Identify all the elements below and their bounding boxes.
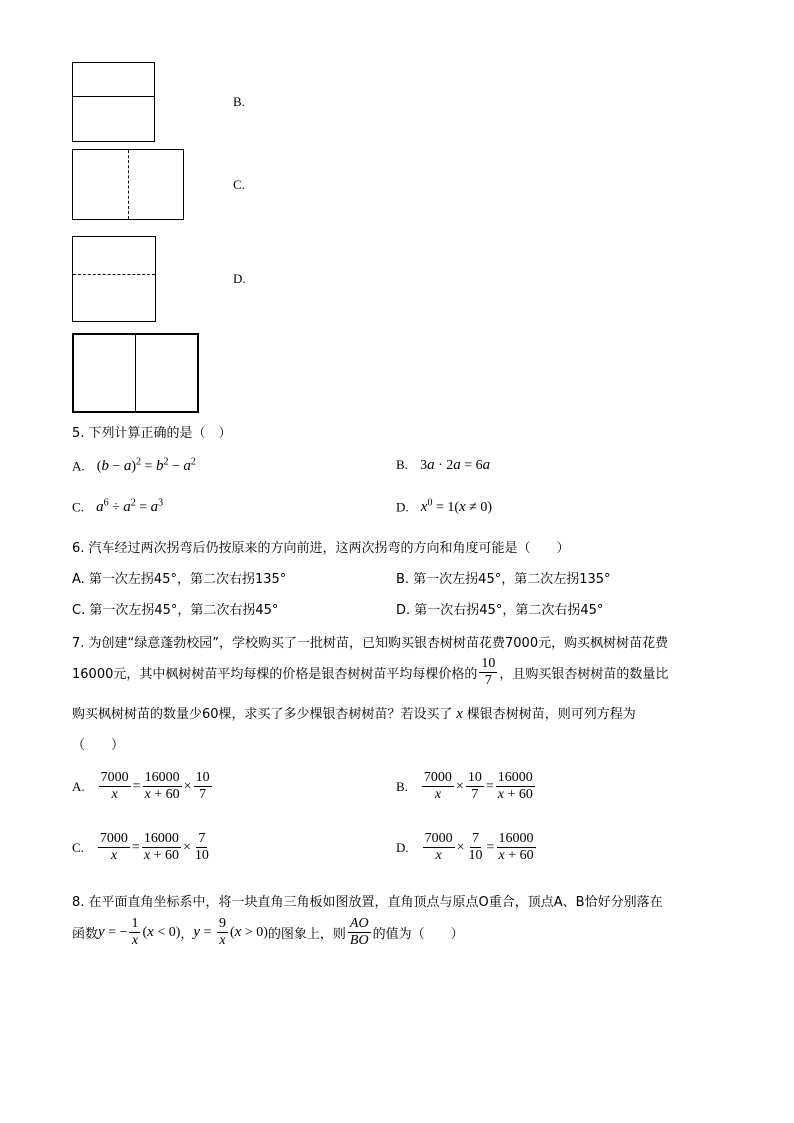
q6-stem: 6. 汽车经过两次拐弯后仍按原来的方向前进，这两次拐弯的方向和角度可能是（ ）: [72, 541, 570, 556]
frac-7000-x: $\frac{7000}{x}$: [424, 831, 453, 863]
figure-dashed-horizontal-line: [73, 274, 155, 275]
q5-b-label: B.: [396, 457, 408, 472]
q7-line-2b: ，且购买银杏树树苗的数量比: [499, 667, 669, 682]
q7-a-label: A.: [72, 778, 85, 794]
q6-option-b: B. 第一次左拐45°，第二次左拐135°: [396, 572, 611, 587]
q7-line-1: 7. 为创建“绿意蓬勃校园”，学校购买了一批树苗，已知购买银杏树树苗花费7000元，购买枫树树苗花费: [72, 636, 669, 651]
q7-option-d: D. $\frac{7000}{x}$ × $\frac{7}{10}$ = $\frac{16000}{x + 60}$: [396, 831, 534, 863]
q7-line-3b: 棵银杏树树苗，则可列方程为: [466, 707, 636, 722]
q5-option-c: [72, 498, 163, 516]
q7-line-3: [72, 703, 636, 723]
q8-line-2c: 的图象上，则: [267, 927, 346, 942]
frac-7000-x: $\frac{7000}{x}$: [423, 770, 452, 802]
fraction-10-over-7: $\frac{10}{7}$: [481, 656, 496, 688]
q7-d-label: D.: [396, 839, 409, 855]
figure-option-c: [72, 236, 156, 322]
q7-option-c: C. $\frac{7000}{x}$ = $\frac{16000}{x + 60}$ × $\frac{7}{10}$: [72, 831, 209, 863]
variable-x: x: [452, 706, 467, 722]
frac-16000-x-plus-60: $\frac{16000}{x + 60}$: [144, 770, 180, 802]
q7-c-label: C.: [72, 839, 84, 855]
frac-7-10: $\frac{7}{10}$: [194, 831, 209, 863]
q5-d-label: D.: [396, 499, 409, 515]
frac-16000-x-plus-60: $\frac{16000}{x + 60}$: [497, 770, 533, 802]
q5-stem: 5. 下列计算正确的是（ ）: [72, 426, 232, 441]
figure-label-d: D.: [233, 271, 246, 286]
figure-label-c: C.: [233, 177, 245, 192]
figure-vertical-line: [135, 335, 136, 411]
q8-line-1: 8. 在平面直角坐标系中，将一块直角三角板如图放置，直角顶点与原点O重合，顶点A、B恰好分别落在: [72, 895, 663, 910]
q7-option-b: B. $\frac{7000}{x}$ × $\frac{10}{7}$ = $\frac{16000}{x + 60}$: [396, 770, 533, 802]
q5-a-label: A.: [72, 458, 85, 474]
figure-label-b: B.: [233, 94, 245, 109]
figure-option-a: [72, 62, 155, 142]
q6-option-d: D. 第一次右拐45°，第二次右拐45°: [396, 603, 604, 618]
q8-line-2b: ，: [180, 927, 194, 942]
frac-ao-bo: $\frac{AO}{BO}$: [349, 916, 369, 948]
figure-horizontal-line: [73, 96, 154, 97]
q5-c-formula: $a^6 \div a^2 = a^3$: [96, 498, 164, 516]
frac-7000-x: $\frac{7000}{x}$: [100, 770, 129, 802]
q6-option-a: A. 第一次左拐45°，第二次右拐135°: [72, 572, 287, 587]
frac-16000-x-plus-60: $\frac{16000}{x + 60}$: [143, 831, 179, 863]
q8-line-2: 函数 y = − $\frac{1}{x}$ ( x < 0) ， y = $\frac{9}{x}$ ( x > 0) 的图象上，则 $\frac{AO}{BO}$ 的值为（ ）: [72, 916, 464, 948]
q5-option-a: [72, 457, 196, 475]
figure-option-b: [72, 149, 184, 220]
q7-line-2a: 16000元，其中枫树树苗平均每棵的价格是银杏树树苗平均每棵价格的: [72, 667, 478, 682]
frac-10-7: $\frac{10}{7}$: [195, 770, 210, 802]
q7-line-2: [72, 656, 668, 689]
q5-option-b: [396, 457, 490, 474]
figure-option-d: [72, 333, 199, 413]
q8-line-2d: 的值为（ ）: [372, 927, 464, 942]
frac-1-x: $\frac{1}{x}$: [131, 916, 139, 948]
q6-option-c: C. 第一次左拐45°，第二次右拐45°: [72, 603, 279, 618]
q7-b-label: B.: [396, 778, 408, 794]
frac-16000-x-plus-60: $\frac{16000}{x + 60}$: [498, 831, 534, 863]
frac-9-x: $\frac{9}{x}$: [218, 916, 226, 948]
q7-option-a: A. $\frac{7000}{x}$ = $\frac{16000}{x + 60}$ × $\frac{10}{7}$: [72, 770, 210, 802]
q5-option-d: [396, 498, 492, 516]
figure-dashed-vertical-line: [128, 150, 129, 219]
q5-b-formula: 3a · 2a = 6a: [420, 457, 491, 473]
q7-line-4: （ ）: [72, 738, 125, 753]
frac-7000-x: $\frac{7000}{x}$: [99, 831, 128, 863]
q8-line-2a: 函数: [72, 927, 99, 942]
frac-10-7: $\frac{10}{7}$: [467, 770, 482, 802]
q5-a-formula: $(b - a)^2 = b^2 - a^2$: [96, 457, 196, 475]
q7-line-3a: 购买枫树树苗的数量少60棵，求买了多少棵银杏树树苗？若设买了: [72, 707, 453, 722]
q5-c-label: C.: [72, 499, 84, 515]
q5-d-formula: $x^0 = 1(x \ne 0)$: [420, 498, 493, 516]
frac-7-10: $\frac{7}{10}$: [468, 831, 483, 863]
